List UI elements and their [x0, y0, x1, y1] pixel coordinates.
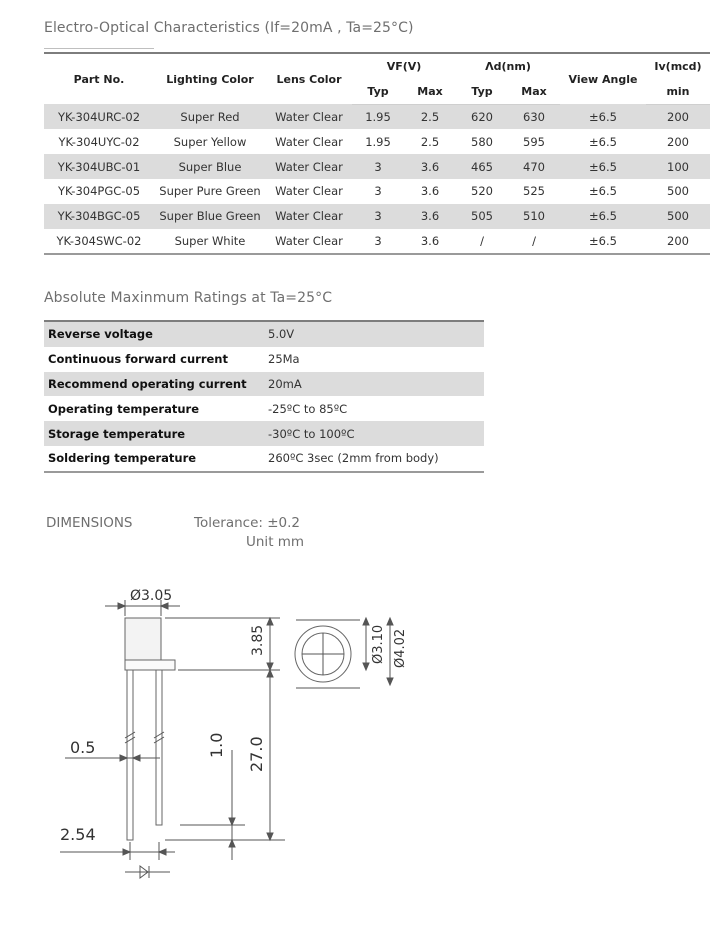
header-iv: Iv(mcd) [654, 59, 702, 73]
header-lens-color: Lens Color [276, 72, 342, 86]
header-view-angle: View Angle [568, 72, 638, 86]
lens-inner-label: Ø3.10 [371, 624, 386, 664]
header-part-no: Part No. [73, 72, 125, 86]
lead-length-label: 27.0 [247, 736, 266, 772]
rating-value: 20mA [264, 372, 484, 397]
header-iv-min: min [646, 79, 710, 104]
cell-vf-max: 3.6 [404, 204, 456, 229]
eo-section-title: Electro-Optical Characteristics (If=20mA , Ta=25°C) [44, 20, 414, 36]
cell-iv: 100 [646, 154, 710, 179]
cell-part: YK-304URC-02 [44, 104, 154, 129]
head-height-label: 3.85 [250, 624, 266, 656]
rating-label: Operating temperature [48, 401, 199, 416]
cell-angle: ±6.5 [589, 184, 617, 199]
cell-color: Super Blue [154, 154, 266, 179]
cell-color: Super Red [154, 104, 266, 129]
header-ld: Λd(nm) [485, 59, 531, 73]
pitch-label: 2.54 [60, 825, 96, 844]
electro-optical-table [44, 52, 710, 255]
table-row [44, 347, 484, 372]
cell-ld-max: / [532, 233, 536, 248]
cell-vf-max: 3.6 [420, 233, 440, 248]
cell-angle: ±6.5 [560, 204, 646, 229]
cell-lens: Water Clear [266, 104, 352, 129]
unit-label: Unit mm [246, 534, 305, 550]
cell-vf-max: 3.6 [404, 154, 456, 179]
cell-iv: 200 [667, 134, 689, 149]
cell-ld-max: 470 [508, 154, 560, 179]
rating-label: Continuous forward current [48, 352, 228, 367]
diameter-label: Ø3.05 [130, 588, 173, 604]
cell-color: Super White [174, 233, 246, 248]
table-row [44, 154, 710, 179]
lead-gap-label: 1.0 [207, 732, 226, 758]
cell-vf-max: 2.5 [420, 134, 440, 149]
cell-part: YK-304UYC-02 [58, 134, 140, 149]
cell-ld-typ: 580 [471, 134, 493, 149]
header-lighting-color: Lighting Color [166, 72, 254, 86]
dimensions-title: DIMENSIONS [46, 515, 133, 531]
table-row [44, 104, 710, 129]
cell-color: Super Pure Green [159, 184, 261, 199]
header-vf-max: Max [404, 79, 456, 104]
cell-ld-typ: / [480, 233, 484, 248]
rating-label: Recommend operating current [44, 372, 264, 397]
rating-value: 5.0V [264, 321, 484, 347]
cell-lens: Water Clear [275, 233, 343, 248]
led-flange [125, 660, 175, 670]
cell-part: YK-304UBC-01 [44, 154, 154, 179]
cell-vf-typ: 3 [374, 184, 382, 199]
eo-title-rule [44, 48, 154, 49]
led-dimension-drawing [0, 560, 726, 900]
cell-angle: ±6.5 [589, 233, 617, 248]
table-row [44, 372, 484, 397]
cell-ld-max: 630 [508, 104, 560, 129]
table-row [44, 229, 710, 255]
cell-iv: 500 [646, 204, 710, 229]
cell-color: Super Yellow [173, 134, 247, 149]
cell-vf-typ: 3 [352, 154, 404, 179]
cell-ld-typ: 465 [456, 154, 508, 179]
cell-vf-typ: 3 [352, 204, 404, 229]
header-vf: VF(V) [386, 59, 422, 73]
table-row [44, 129, 710, 154]
cell-ld-max: 595 [523, 134, 545, 149]
cell-ld-max: 510 [508, 204, 560, 229]
rating-label: Soldering temperature [48, 451, 197, 466]
cell-ld-typ: 520 [471, 184, 493, 199]
cell-part: YK-304BGC-05 [44, 204, 154, 229]
cell-angle: ±6.5 [560, 154, 646, 179]
cell-vf-typ: 1.95 [352, 104, 404, 129]
rating-label: Reverse voltage [44, 321, 264, 347]
lead-width-label: 0.5 [70, 738, 96, 757]
ratings-table [44, 320, 484, 473]
header-ld-typ: Typ [456, 79, 508, 104]
header-vf-typ: Typ [352, 79, 404, 104]
cell-vf-max: 3.6 [420, 184, 440, 199]
cell-vf-typ: 1.95 [365, 134, 391, 149]
cell-lens: Water Clear [266, 154, 352, 179]
cell-lens: Water Clear [275, 184, 343, 199]
cell-iv: 500 [667, 184, 689, 199]
table-row [44, 421, 484, 446]
cell-part: YK-304PGC-05 [57, 184, 141, 199]
lens-outer-label: Ø4.02 [393, 628, 408, 668]
cell-iv: 200 [646, 104, 710, 129]
rating-value: 260ºC 3sec (2mm from body) [268, 451, 439, 466]
cell-lens: Water Clear [266, 204, 352, 229]
table-row [44, 446, 484, 472]
rating-value: -25ºC to 85ºC [268, 401, 348, 416]
header-ld-max: Max [508, 79, 560, 104]
cell-vf-max: 2.5 [404, 104, 456, 129]
ratings-section-title: Absolute Maxinmum Ratings at Ta=25°C [44, 290, 333, 306]
cell-angle: ±6.5 [560, 104, 646, 129]
table-row [44, 396, 484, 421]
cell-ld-typ: 620 [456, 104, 508, 129]
led-lead-left [127, 670, 133, 840]
cell-angle: ±6.5 [589, 134, 617, 149]
tolerance-label: Tolerance: ±0.2 [194, 515, 300, 531]
cell-vf-typ: 3 [374, 233, 382, 248]
table-row [44, 321, 484, 347]
led-lead-right [156, 670, 162, 825]
cell-ld-typ: 505 [456, 204, 508, 229]
rating-value: -30ºC to 100ºC [264, 421, 484, 446]
rating-value: 25Ma [268, 352, 300, 367]
cell-iv: 200 [667, 233, 689, 248]
cell-part: YK-304SWC-02 [56, 233, 142, 248]
table-row [44, 204, 710, 229]
cell-lens: Water Clear [275, 134, 343, 149]
cell-color: Super Blue Green [154, 204, 266, 229]
table-row [44, 179, 710, 204]
rating-label: Storage temperature [44, 421, 264, 446]
cell-ld-max: 525 [523, 184, 545, 199]
